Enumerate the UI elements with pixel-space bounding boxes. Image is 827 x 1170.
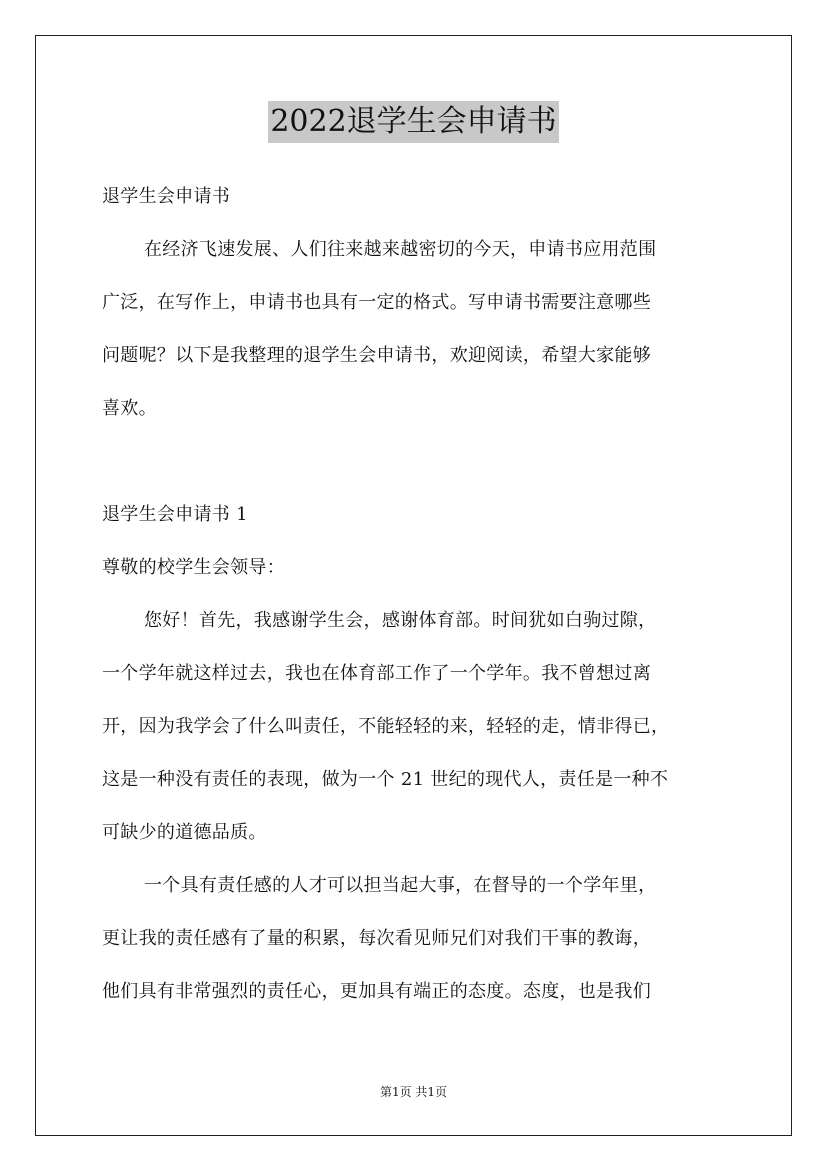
blank-line: [102, 435, 742, 488]
intro-line: 广泛，在写作上，申请书也具有一定的格式。写申请书需要注意哪些: [102, 292, 651, 313]
paragraph-line: 一个具有责任感的人才可以担当起大事，在督导的一个学年里，: [144, 875, 657, 896]
page-footer: 第1页 共1页: [379, 1085, 448, 1099]
paragraph-line: 开，因为我学会了什么叫责任，不能轻轻的来，轻轻的走，情非得已，: [102, 716, 670, 737]
paragraph-line: 一个学年就这样过去，我也在体育部工作了一个学年。我不曾想过离: [102, 663, 651, 684]
paragraph-line: 这是一种没有责任的表现，做为一个 21 世纪的现代人，责任是一种不: [102, 769, 669, 790]
section-heading: 退学生会申请书 1: [102, 504, 248, 525]
paragraph-line: 可缺少的道德品质。: [102, 822, 267, 843]
title-container: [0, 101, 827, 143]
intro-line: 在经济飞速发展、人们往来越来越密切的今天，申请书应用范围: [144, 239, 657, 260]
document-body: [102, 170, 742, 1018]
paragraph-line: 更让我的责任感有了量的积累，每次看见师兄们对我们干事的教诲，: [102, 928, 651, 949]
paragraph-line: 您好！首先，我感谢学生会，感谢体育部。时间犹如白驹过隙，: [144, 610, 657, 631]
paragraph-line: 他们具有非常强烈的责任心，更加具有端正的态度。态度，也是我们: [102, 981, 651, 1002]
intro-line: 喜欢。: [102, 398, 157, 419]
document-title: 2022退学生会申请书: [268, 101, 558, 143]
salutation: 尊敬的校学生会领导：: [102, 557, 285, 578]
document-subtitle: 退学生会申请书: [102, 186, 231, 207]
intro-line: 问题呢？以下是我整理的退学生会申请书，欢迎阅读，希望大家能够: [102, 345, 651, 366]
